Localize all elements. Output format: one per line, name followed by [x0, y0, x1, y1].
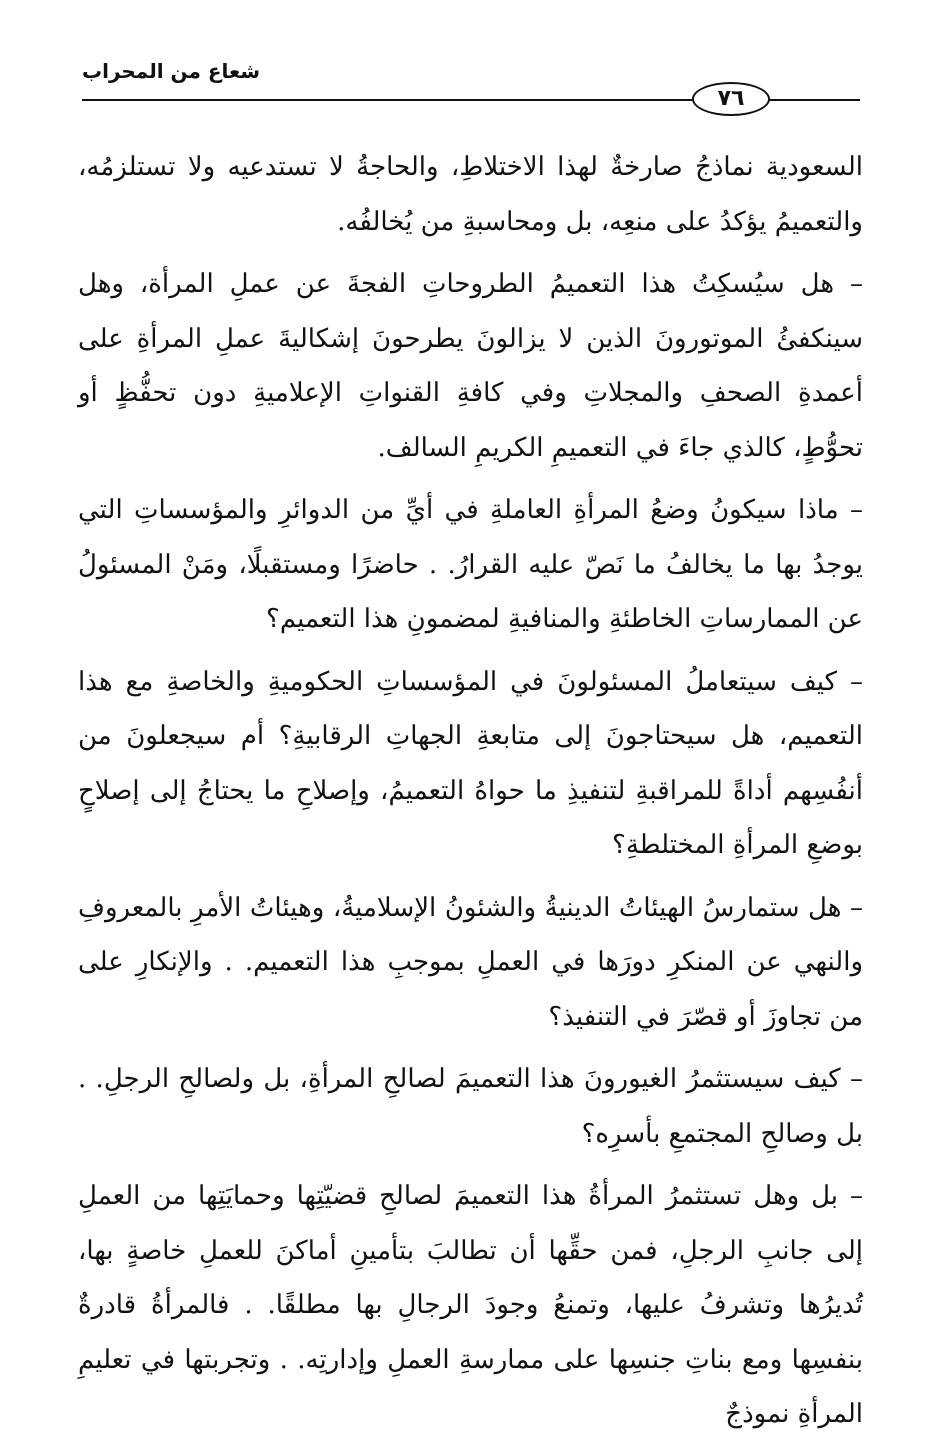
paragraph: السعودية نماذجُ صارخةٌ لهذا الاختلاطِ، والحاجةُ لا تستدعيه ولا تستلزمُه، والتعميمُ يؤكدُ على منعِه، بل ومحاسبةِ من يُخالفُه.: [78, 152, 863, 237]
paragraph: – كيف سيستثمرُ الغيورونَ هذا التعميمَ لصالحِ المرأةِ، بل ولصالحِ الرجلِ. . بل وصالحِ المجتمعِ بأسرِه؟: [78, 1064, 863, 1149]
page-header: [82, 55, 860, 115]
paragraph: – هل سيُسكِتُ هذا التعميمُ الطروحاتِ الفجةَ عن عملِ المرأة، وهل سينكفئُ الموتورونَ الذين لا يزالونَ يطرحونَ إشكاليةَ عملِ المرأةِ على أعمدةِ الصحفِ والمجلاتِ وفي كافةِ القنواتِ الإعلاميةِ دون تحفُّظٍ أو تحوُّطٍ، كالذي جاءَ في التعميمِ الكريمِ السالف.: [78, 269, 863, 463]
body-text: [78, 140, 863, 1450]
paragraph: – ماذا سيكونُ وضعُ المرأةِ العاملةِ في أيِّ من الدوائرِ والمؤسساتِ التي يوجدُ بها ما يخالفُ ما نَصّ عليه القرارُ. . حاضرًا ومستقبلًا، ومَنْ المسئولُ عن الممارساتِ الخاطئةِ والمنافيةِ لمضمونِ هذا التعميم؟: [78, 495, 864, 634]
paragraph: – كيف سيتعاملُ المسئولونَ في المؤسساتِ الحكوميةِ والخاصةِ مع هذا التعميم، هل سيحتاجونَ إلى متابعةِ الجهاتِ الرقابيةِ؟ أم سيجعلونَ من أنفُسِهم أداةً للمراقبةِ لتنفيذِ ما حواهُ التعميمُ، وإصلاحِ ما يحتاجُ إلى إصلاحٍ بوضعِ المرأةِ المختلطةِ؟: [78, 666, 863, 860]
running-title: شعاع من المحراب: [82, 59, 261, 83]
page-number-badge: [692, 82, 770, 116]
paragraph: – هل ستمارسُ الهيئاتُ الدينيةُ والشئونُ الإسلاميةُ، وهيئاتُ الأمرِ بالمعروفِ والنهي عن المنكرِ دورَها في العملِ بموجبِ هذا التعميم. . والإنكارِ على من تجاوزَ أو قصّرَ في التنفيذ؟: [78, 892, 863, 1032]
page-number: ٧٦: [717, 86, 745, 111]
paragraph: – بل وهل تستثمرُ المرأةُ هذا التعميمَ لصالحِ قضيّتِها وحمايَتِها من العملِ إلى جانبِ الرجلِ، فمن حقِّها أن تطالبَ بتأمينِ أماكنَ للعملِ خاصةٍ بها، تُديرُها وتشرفُ عليها، وتمنعُ وجودَ الرجالِ بها مطلقًا. . فالمرأةُ قادرةٌ بنفسِها ومع بناتِ جنسِها على ممارسةِ العملِ وإدارتِه. . وتجربتها في تعليمِ المرأةِ نموذجٌ: [78, 1181, 864, 1429]
